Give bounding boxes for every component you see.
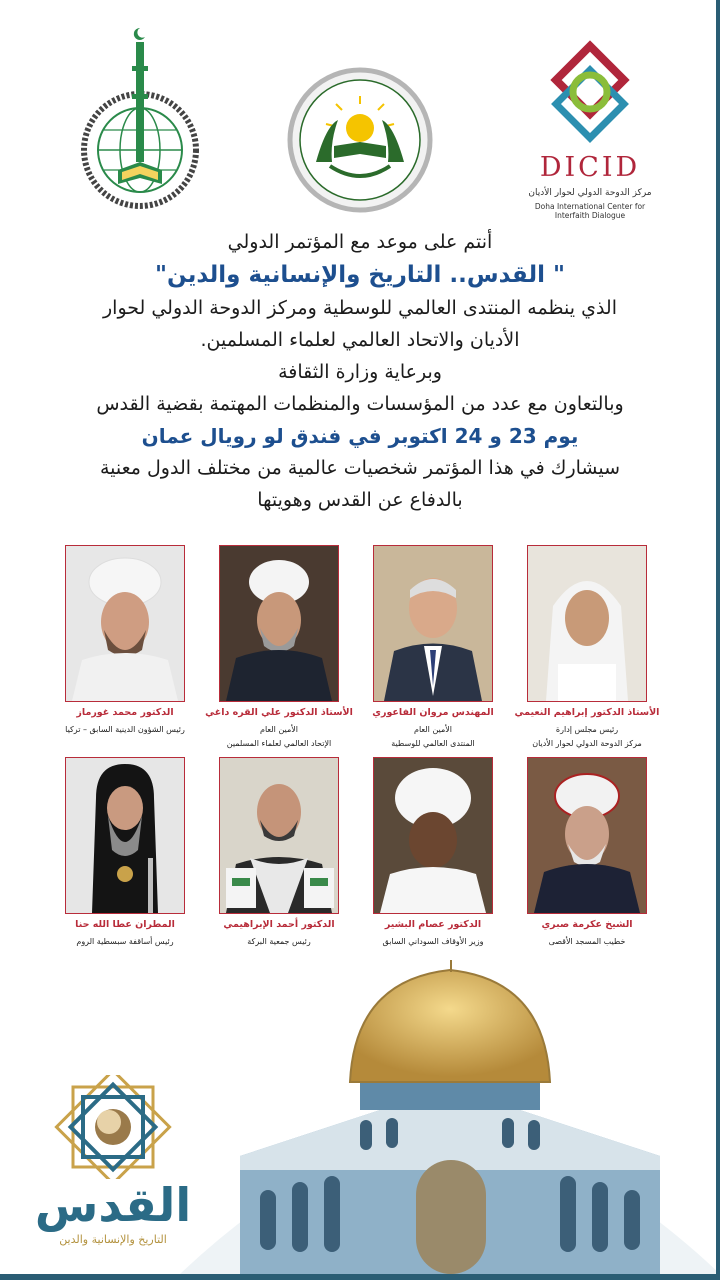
speaker-name: الشيخ عكرمة صبري xyxy=(541,919,633,930)
speaker-role: رئيس جمعية البركة xyxy=(247,937,311,946)
dicid-logo xyxy=(520,40,660,220)
speaker-name: الأستاذ الدكتور إبراهيم النعيمي xyxy=(514,707,660,718)
border-bottom xyxy=(0,1274,720,1280)
speaker-photo xyxy=(527,545,647,702)
union-logo xyxy=(70,22,210,222)
speaker-role: الأمين العام المنتدى العالمي للوسطية xyxy=(391,725,475,748)
speaker-card xyxy=(373,757,493,957)
speaker-photo xyxy=(65,545,185,702)
dicid-abbreviation: DICID xyxy=(539,152,641,183)
border-right xyxy=(716,0,720,1280)
speaker-name: الدكتور عصام البشير xyxy=(384,919,482,930)
intro-line: بالدفاع عن القدس وهويتها xyxy=(257,489,463,511)
intro-line: الأديان والاتحاد العالمي لعلماء المسلمين. xyxy=(200,329,520,351)
speaker-name: الدكتور محمد غورماز xyxy=(76,707,174,718)
speaker-card xyxy=(65,545,185,745)
invitation-text xyxy=(30,226,690,516)
speaker-name: الأستاذ الدكتور علي القره داغي xyxy=(205,707,353,718)
logo-title: القدس xyxy=(34,1178,192,1232)
speaker-photo xyxy=(65,757,185,914)
speaker-photo xyxy=(219,757,339,914)
speaker-name: المطران عطا الله حنا xyxy=(75,919,175,930)
dicid-arabic-name: مركز الدوحة الدولي لحوار الأديان xyxy=(528,188,652,198)
speaker-role: خطيب المسجد الأقصى xyxy=(548,937,626,946)
speaker-role: رئيس الشؤون الدينية السابق – تركيا xyxy=(65,725,185,734)
speaker-name: الدكتور أحمد الإبراهيمي xyxy=(223,919,335,930)
speaker-card xyxy=(527,757,647,957)
intro-line: أنتم على موعد مع المؤتمر الدولي xyxy=(227,231,493,253)
conference-title: " القدس.. التاريخ والإنسانية والدين" xyxy=(155,262,565,288)
conference-date: يوم 23 و 24 اكتوبر في فندق لو رويال عمان xyxy=(141,424,579,448)
speaker-role: رئيس مجلس إدارة مركز الدوحة الدولي لحوار الأديان xyxy=(532,725,642,748)
intro-line: وبرعاية وزارة الثقافة xyxy=(278,361,442,383)
speaker-name: المهندس مروان الفاعوري xyxy=(372,707,494,718)
intro-line: وبالتعاون مع عدد من المؤسسات والمنظمات المهتمة بقضية القدس xyxy=(96,393,624,415)
intro-line: الذي ينظمه المنتدى العالمي للوسطية ومركز الدوحة الدولي لحوار xyxy=(102,297,617,319)
conference-logo xyxy=(28,1075,198,1255)
speaker-role: وزير الأوقاف السوداني السابق xyxy=(382,937,484,946)
speaker-card xyxy=(219,757,339,957)
speaker-card xyxy=(205,545,353,748)
speaker-role: الأمين العام الإتحاد العالمي لعلماء المسلمين xyxy=(226,725,332,748)
speaker-photo xyxy=(373,545,493,702)
speaker-role: رئيس أساقفة سبسطية الروم xyxy=(76,937,174,946)
logo-subtitle: التاريخ والإنسانية والدين xyxy=(59,1233,167,1246)
speaker-photo xyxy=(373,757,493,914)
dome-of-the-rock-illustration xyxy=(180,960,720,1274)
intro-line: سيشارك في هذا المؤتمر شخصيات عالمية من مختلف الدول معنية xyxy=(99,457,621,479)
speaker-card xyxy=(514,545,660,748)
speaker-photo xyxy=(527,757,647,914)
dicid-english-name: Doha International Center for Interfaith Dialogue xyxy=(534,202,646,220)
speaker-photo xyxy=(219,545,339,702)
speaker-card xyxy=(65,757,185,957)
forum-logo xyxy=(286,66,434,214)
speaker-card xyxy=(372,545,494,748)
